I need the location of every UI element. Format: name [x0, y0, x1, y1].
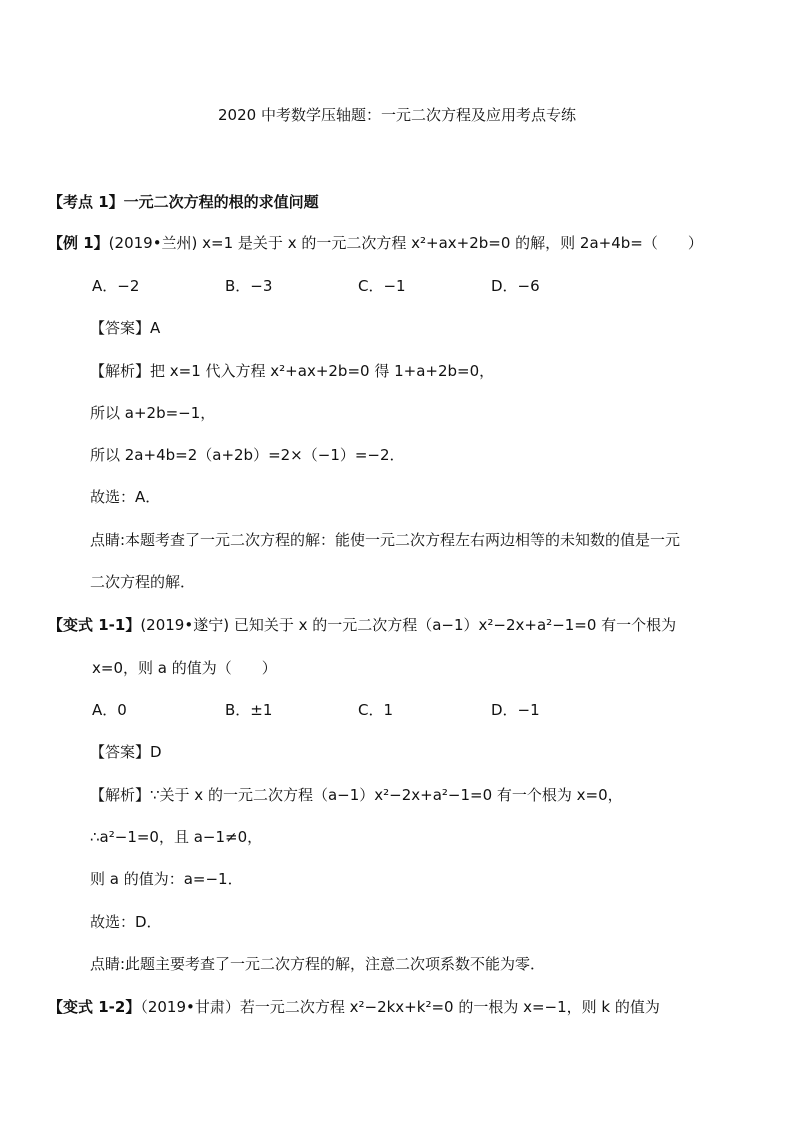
variant-1-1-text: (2019•遂宁) 已知关于 x 的一元二次方程（a−1）x²−2x+a²−1=0 有一个根为 — [140, 616, 677, 634]
variant-1-1-conclusion: 故选：D． — [90, 913, 162, 931]
page-title: 2020 中考数学压轴题：一元二次方程及应用考点专练 — [218, 106, 576, 124]
example-1-comment: 二次方程的解． — [90, 573, 196, 591]
example-1-options — [92, 276, 624, 296]
example-1-analysis-line: 所以 a+2b=−1， — [90, 404, 216, 422]
variant-1-1-question — [48, 615, 676, 635]
variant-1-1-analysis-line: 则 a 的值为：a=−1． — [90, 870, 243, 888]
option-a: A．0 — [92, 701, 127, 719]
variant-1-1-options — [92, 700, 624, 720]
example-1-analysis-line: 【解析】把 x=1 代入方程 x²+ax+2b=0 得 1+a+2b=0， — [90, 362, 495, 380]
variant-1-1-comment: 点睛:此题主要考查了一元二次方程的解，注意二次项系数不能为零． — [90, 955, 546, 973]
section-heading: 【考点 1】一元二次方程的根的求值问题 — [48, 193, 319, 211]
variant-1-1-answer: 【答案】D — [90, 743, 162, 761]
option-b: B．±1 — [225, 701, 273, 719]
example-1-question — [48, 233, 703, 253]
variant-1-1-analysis-line: 【解析】∵关于 x 的一元二次方程（a−1）x²−2x+a²−1=0 有一个根为 x=0， — [90, 786, 623, 804]
example-1-text: (2019•兰州) x=1 是关于 x 的一元二次方程 x²+ax+2b=0 的解，则 2a+4b=（ ） — [108, 234, 703, 252]
variant-1-1-tag: 【变式 1-1】 — [48, 616, 141, 634]
option-c: C．1 — [358, 701, 394, 719]
example-1-answer: 【答案】A — [90, 319, 161, 337]
example-1-tag: 【例 1】 — [48, 234, 109, 252]
example-1-analysis-line: 所以 2a+4b=2（a+2b）=2×（−1）=−2． — [90, 446, 405, 464]
example-1-conclusion: 故选：A． — [90, 488, 161, 506]
variant-1-1-question-cont: x=0，则 a 的值为（ ） — [92, 659, 277, 677]
variant-1-2-text: （2019•甘肃）若一元二次方程 x²−2kx+k²=0 的一根为 x=−1，则 k 的值为 — [140, 998, 660, 1016]
variant-1-2-tag: 【变式 1-2】 — [48, 998, 141, 1016]
option-d: D．−1 — [491, 701, 540, 719]
option-b: B．−3 — [225, 277, 273, 295]
option-c: C．−1 — [358, 277, 406, 295]
option-d: D．−6 — [491, 277, 540, 295]
variant-1-1-analysis-line: ∴a²−1=0，且 a−1≠0， — [90, 828, 263, 846]
option-a: A．−2 — [92, 277, 140, 295]
variant-1-2-question — [48, 997, 660, 1017]
example-1-comment: 点睛:本题考查了一元二次方程的解：能使一元二次方程左右两边相等的未知数的值是一元 — [90, 531, 681, 549]
